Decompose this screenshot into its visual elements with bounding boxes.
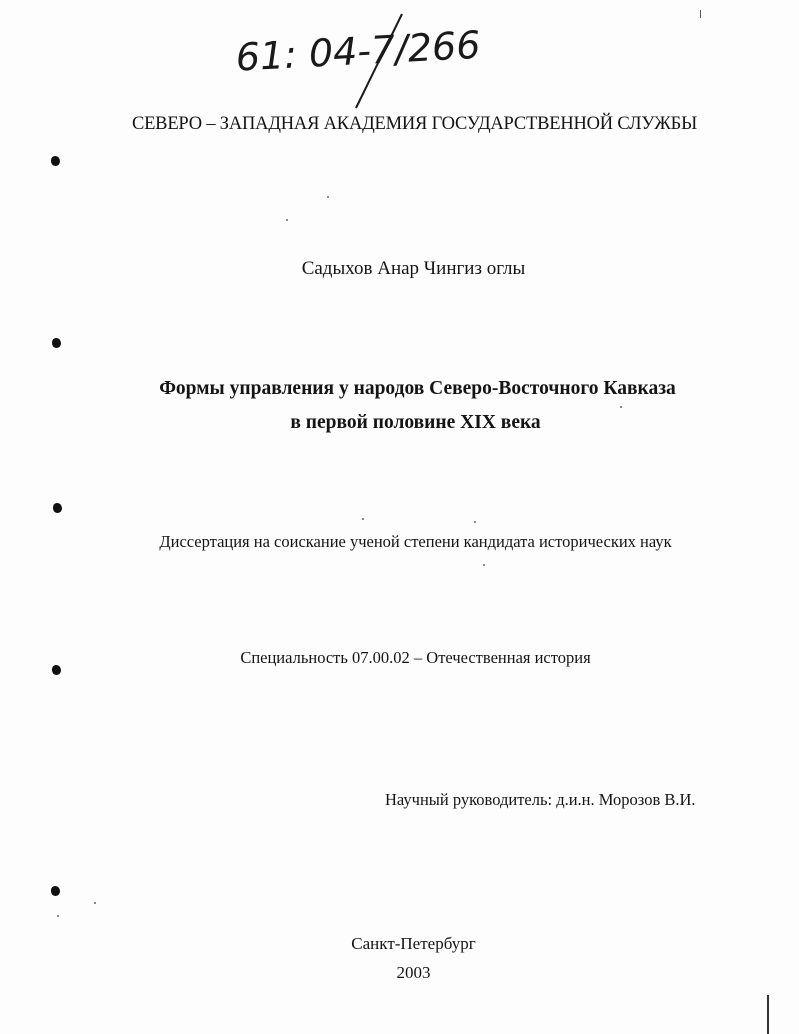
dissertation-description: Диссертация на соискание ученой степени кандидата исторических наук bbox=[159, 532, 672, 551]
punch-hole bbox=[53, 503, 62, 513]
scan-speck bbox=[362, 518, 364, 520]
scan-speck bbox=[474, 521, 476, 523]
author-name: Садыхов Анар Чингиз оглы bbox=[301, 258, 526, 279]
scan-edge-line bbox=[767, 995, 769, 1034]
punch-hole bbox=[51, 156, 60, 166]
scan-speck bbox=[57, 915, 59, 917]
margin-mark bbox=[700, 10, 701, 18]
punch-hole bbox=[52, 665, 61, 675]
punch-hole bbox=[51, 886, 60, 896]
supervisor-line: Научный руководитель: д.и.н. Морозов В.И. bbox=[385, 790, 696, 809]
dissertation-title-line-1: Формы управления у народов Северо-Восточного Кавказа bbox=[159, 378, 676, 399]
scan-speck bbox=[94, 902, 96, 904]
scan-speck bbox=[620, 406, 622, 408]
handwritten-archive-code bbox=[232, 8, 492, 113]
year: 2003 bbox=[396, 963, 431, 982]
handwritten-code-text: 61: 04-7/266 bbox=[234, 22, 482, 80]
city-name: Санкт-Петербург bbox=[351, 934, 476, 953]
dissertation-title-line-2: в первой половине XIX века bbox=[290, 412, 541, 433]
specialty-line: Специальность 07.00.02 – Отечественная история bbox=[240, 648, 591, 667]
scan-speck bbox=[327, 196, 329, 198]
punch-hole bbox=[52, 338, 61, 348]
institution-name: СЕВЕРО – ЗАПАДНАЯ АКАДЕМИЯ ГОСУДАРСТВЕННОЙ СЛУЖБЫ bbox=[131, 114, 698, 134]
scan-speck bbox=[483, 564, 485, 566]
scan-speck bbox=[286, 219, 288, 221]
